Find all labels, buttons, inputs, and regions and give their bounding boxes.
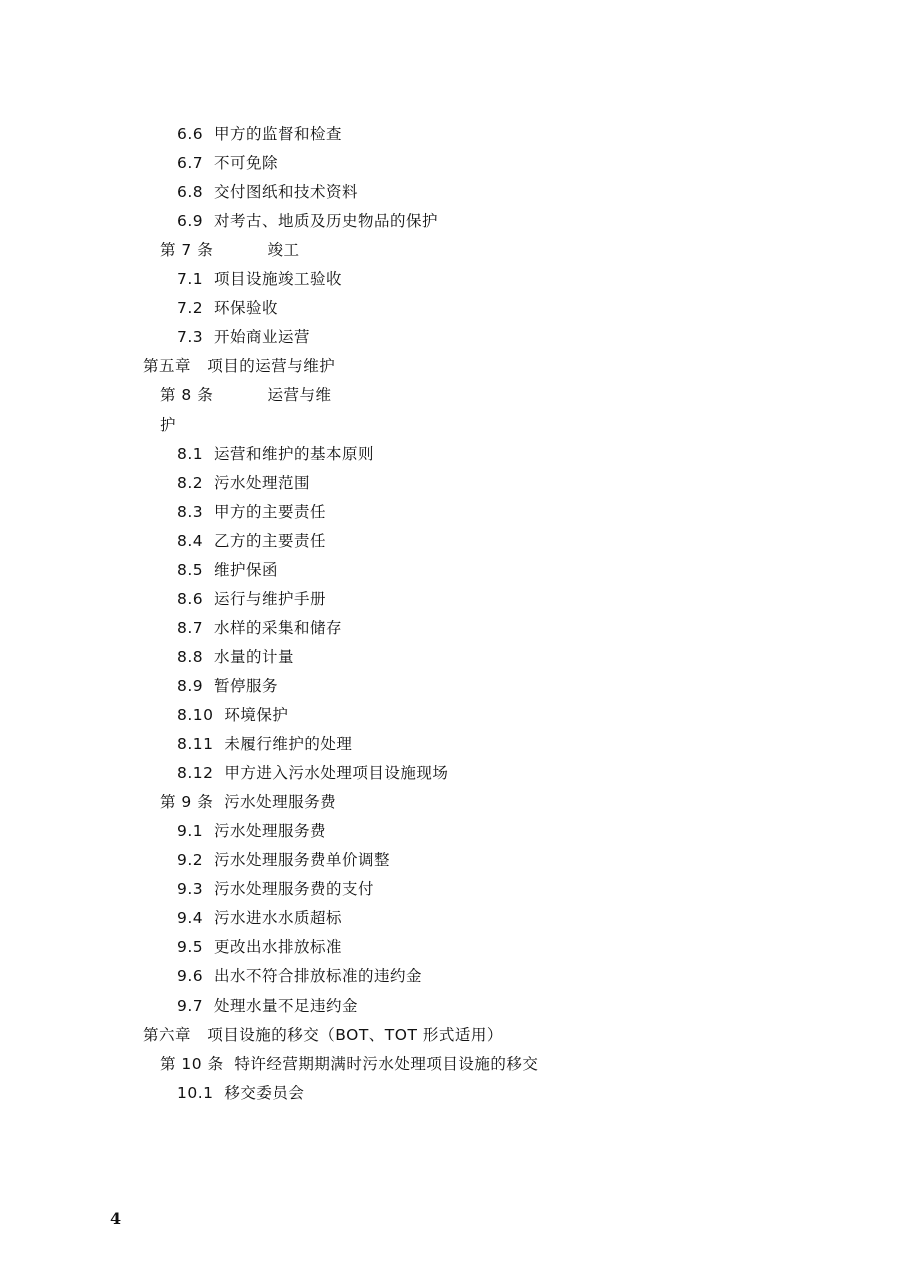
toc-entry: 8.2 污水处理范围 bbox=[177, 474, 311, 492]
toc-entry: 6.6 甲方的监督和检查 bbox=[177, 125, 343, 143]
toc-entry: 8.4 乙方的主要责任 bbox=[177, 532, 327, 550]
toc-entry: 8.11 未履行维护的处理 bbox=[177, 735, 353, 753]
toc-entry: 7.3 开始商业运营 bbox=[177, 328, 311, 346]
toc-entry: 9.3 污水处理服务费的支付 bbox=[177, 880, 375, 898]
toc-entry: 第 8 条 运营与维 bbox=[160, 386, 332, 404]
toc-entry: 护 bbox=[160, 416, 177, 434]
toc-entry: 第 7 条 竣工 bbox=[160, 241, 300, 259]
toc-entry: 9.7 处理水量不足违约金 bbox=[177, 997, 359, 1015]
toc-entry: 8.12 甲方进入污水处理项目设施现场 bbox=[177, 764, 449, 782]
toc-entry: 6.8 交付图纸和技术资料 bbox=[177, 183, 359, 201]
toc-entry: 第六章 项目设施的移交（BOT、TOT 形式适用） bbox=[143, 1026, 503, 1044]
toc-entry: 8.3 甲方的主要责任 bbox=[177, 503, 327, 521]
toc-entry: 第 10 条 特许经营期期满时污水处理项目设施的移交 bbox=[160, 1055, 539, 1073]
toc-entry: 9.6 出水不符合排放标准的违约金 bbox=[177, 967, 423, 985]
toc-entry: 7.1 项目设施竣工验收 bbox=[177, 270, 343, 288]
toc-entry: 8.5 维护保函 bbox=[177, 561, 279, 579]
toc-entry: 9.2 污水处理服务费单价调整 bbox=[177, 851, 391, 869]
toc-entry: 8.7 水样的采集和储存 bbox=[177, 619, 343, 637]
toc-entry: 第五章 项目的运营与维护 bbox=[143, 357, 336, 375]
toc-entry: 9.1 污水处理服务费 bbox=[177, 822, 327, 840]
toc-entry: 10.1 移交委员会 bbox=[177, 1084, 305, 1102]
toc-entry: 8.8 水量的计量 bbox=[177, 648, 295, 666]
toc-entry: 8.10 环境保护 bbox=[177, 706, 289, 724]
toc-entry: 9.5 更改出水排放标准 bbox=[177, 938, 343, 956]
toc-entry: 9.4 污水进水水质超标 bbox=[177, 909, 343, 927]
toc-entry: 第 9 条 污水处理服务费 bbox=[160, 793, 337, 811]
toc-entry: 8.1 运营和维护的基本原则 bbox=[177, 445, 375, 463]
toc-entry: 8.6 运行与维护手册 bbox=[177, 590, 327, 608]
page-number: 4 bbox=[110, 1209, 122, 1228]
toc-entry: 8.9 暂停服务 bbox=[177, 677, 279, 695]
toc-entry: 6.7 不可免除 bbox=[177, 154, 279, 172]
toc-entry: 7.2 环保验收 bbox=[177, 299, 279, 317]
toc-entry: 6.9 对考古、地质及历史物品的保护 bbox=[177, 212, 439, 230]
